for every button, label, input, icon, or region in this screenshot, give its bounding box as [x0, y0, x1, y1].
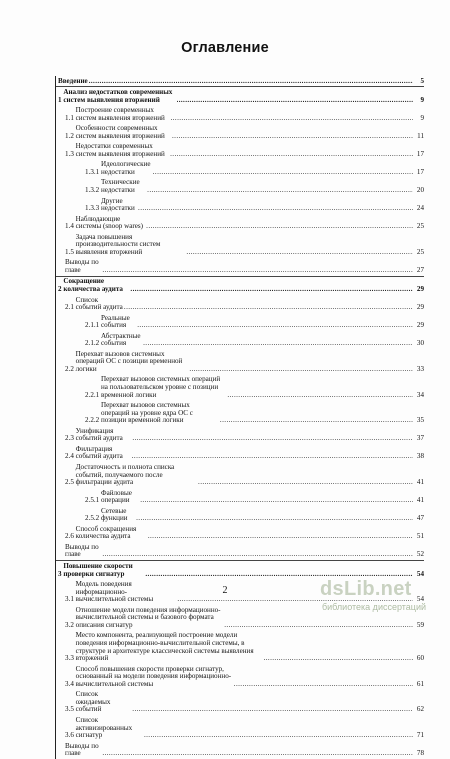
- toc-leader-dots: [137, 322, 413, 330]
- toc-entry-page: 34: [416, 390, 424, 399]
- toc-entry-number: 2.3: [65, 434, 76, 443]
- toc-entry-title: Способ повышения скорости проверки сигнатур, основанный на модели поведения информационно-вычислительной системы: [75, 664, 232, 688]
- toc-entry-number: 3: [58, 569, 64, 578]
- toc-entry-title: Повышение скорости проверки сигнатур: [63, 561, 133, 578]
- toc-entry[interactable]: [56, 631, 424, 664]
- toc-entry-page: 47: [416, 514, 424, 523]
- toc-entry[interactable]: [56, 196, 424, 214]
- toc-entry-title: Введение: [58, 76, 88, 85]
- toc-entry-page: 71: [416, 731, 424, 740]
- toc-leader-dots: [153, 169, 413, 177]
- toc-leader-dots: [138, 205, 413, 213]
- toc-leader-dots: [132, 706, 413, 714]
- toc-leader-dots: [144, 732, 413, 740]
- toc-entry-page: 41: [416, 478, 424, 487]
- toc-entry-number: 1.1: [65, 113, 76, 122]
- toc-entry-title: Абстрактные события: [100, 331, 141, 348]
- toc-entry[interactable]: [56, 690, 424, 716]
- toc-entry-page: 29: [416, 303, 424, 312]
- toc-entry[interactable]: [56, 295, 424, 313]
- toc-entry-title: Выводы по главе: [65, 542, 99, 559]
- toc-leader-dots: [145, 571, 413, 579]
- toc-entry[interactable]: [56, 542, 424, 561]
- toc-leader-dots: [227, 392, 413, 400]
- toc-leader-dots: [130, 286, 413, 294]
- toc-entry-title: Анализ недостатков современных систем выявления вторжений: [63, 88, 173, 104]
- toc-entry-number: 1.3.2: [85, 186, 101, 195]
- toc-entry-title: Задача повышения производительности систем выявления вторжений: [75, 232, 161, 256]
- toc-entry[interactable]: [56, 142, 424, 160]
- toc-entry[interactable]: [56, 214, 424, 232]
- toc-leader-dots: [198, 479, 413, 487]
- toc-leader-dots: [136, 515, 413, 523]
- toc-entry-number: 2.2: [65, 364, 76, 373]
- toc-leader-dots: [124, 304, 413, 312]
- toc-entry-page: 35: [416, 416, 424, 425]
- toc-entry-title: Унификация событий аудита: [75, 426, 123, 443]
- toc-entry-number: 3.6: [65, 731, 76, 740]
- toc-entry[interactable]: [56, 524, 424, 542]
- toc-entry-title: Список активизированных сигнатур: [75, 715, 133, 740]
- toc-leader-dots: [102, 267, 413, 275]
- toc-entry[interactable]: [56, 401, 424, 427]
- toc-entry-page: 61: [416, 679, 424, 688]
- toc-entry[interactable]: [56, 506, 424, 524]
- table-of-contents: [55, 76, 427, 759]
- toc-entry-number: 1.3.1: [85, 167, 101, 176]
- toc-entry-number: 2.6: [65, 532, 76, 541]
- toc-entry-page: 59: [416, 620, 424, 629]
- toc-entry-page: 24: [416, 204, 424, 213]
- toc-leader-dots: [147, 187, 413, 195]
- toc-entry-page: 60: [416, 654, 424, 663]
- toc-entry-title: Построение современных систем выявления вторжений: [75, 106, 165, 122]
- toc-entry-number: 3.5: [65, 705, 76, 714]
- toc-leader-dots: [146, 223, 413, 231]
- toc-entry-title: Перехват вызовов системных операций на пользовательском уровне с позиции временной логики: [100, 375, 221, 399]
- toc-entry-page: 17: [416, 149, 424, 158]
- watermark: [320, 578, 440, 614]
- toc-entry-page: 5: [420, 76, 424, 85]
- toc-entry-number: 2.1.1: [85, 321, 101, 330]
- toc-entry-number: 2.5.2: [85, 514, 101, 523]
- toc-entry-title: Технические недостатки: [100, 178, 140, 195]
- toc-entry[interactable]: [56, 488, 424, 506]
- toc-entry-page: 37: [416, 434, 424, 443]
- toc-leader-dots: [143, 340, 413, 348]
- toc-leader-dots: [177, 97, 413, 105]
- toc-leader-dots: [140, 497, 413, 505]
- watermark-logo: dsLib.net: [320, 578, 412, 600]
- toc-entry[interactable]: [56, 277, 424, 295]
- toc-entry-title: Сокращение количества аудита: [63, 277, 123, 294]
- toc-entry[interactable]: [56, 76, 424, 87]
- toc-entry-page: 11: [417, 131, 424, 140]
- toc-leader-dots: [189, 366, 413, 374]
- toc-entry-title: Способ сокращения количества аудита: [75, 524, 137, 541]
- toc-entry-number: 2.1.2: [85, 339, 101, 348]
- toc-entry-page: 54: [416, 569, 424, 578]
- page-number: 2: [222, 585, 228, 596]
- toc-entry-page: 17: [416, 167, 424, 176]
- toc-leader-dots: [170, 151, 413, 159]
- toc-entry-title: Модель поведения информационно-вычислительной системы: [75, 580, 154, 604]
- toc-entry-title: Место компонента, реализующей построение модели поведения информационно-вычислительной системы, в структуре и архитектуре классической системы выявления вторжений: [75, 631, 254, 663]
- toc-entry-number: 2.2.1: [85, 390, 101, 399]
- toc-entry[interactable]: [56, 124, 424, 142]
- toc-entry-page: 52: [416, 550, 424, 559]
- toc-entry-title: Файловые операции: [100, 488, 132, 505]
- toc-entry-number: 1.3: [65, 149, 76, 158]
- toc-entry-number: 1.3.3: [85, 204, 101, 213]
- toc-entry-title: Фильтрация событий аудита: [75, 444, 123, 461]
- toc-entry-number: 3.4: [65, 679, 76, 688]
- toc-entry-number: 2: [58, 285, 64, 294]
- toc-entry[interactable]: [56, 375, 424, 401]
- toc-leader-dots: [132, 435, 413, 443]
- toc-entry-title: Идеологические недостатки: [100, 160, 151, 176]
- toc-entry-title: Реальные события: [100, 313, 130, 330]
- toc-entry-page: 9: [420, 95, 424, 104]
- toc-entry[interactable]: [56, 178, 424, 196]
- toc-entry-page: 33: [416, 364, 424, 373]
- toc-entry[interactable]: [56, 313, 424, 331]
- toc-leader-dots: [224, 622, 413, 630]
- toc-entry-title: Выводы по главе: [65, 258, 99, 274]
- toc-entry[interactable]: [56, 87, 424, 105]
- toc-entry-page: 62: [416, 705, 424, 714]
- toc-entry-page: 29: [416, 321, 424, 330]
- toc-entry-title: Сетевые функции: [100, 506, 128, 523]
- toc-entry-number: 2.4: [65, 452, 76, 461]
- toc-entry[interactable]: [56, 349, 424, 375]
- toc-leader-dots: [186, 249, 413, 257]
- toc-entry-title: Другие недостатки: [100, 196, 135, 213]
- toc-entry-page: 27: [416, 265, 424, 274]
- toc-entry-number: 3.3: [65, 654, 76, 663]
- toc-entry-title: Недостатки современных систем выявления вторжений: [75, 142, 165, 158]
- toc-entry-title: Перехват вызовов системных операций ОС с позиции временной логики: [75, 349, 183, 373]
- toc-entry-number: 3.2: [65, 620, 76, 629]
- toc-entry-page: 9: [420, 113, 424, 122]
- toc-leader-dots: [172, 133, 413, 141]
- toc-entry-page: 41: [416, 496, 424, 505]
- toc-entry-page: 51: [416, 532, 424, 541]
- toc-entry[interactable]: [56, 561, 424, 579]
- toc-entry-page: 38: [416, 452, 424, 461]
- toc-entry-title: Отношение модели поведения информационно-вычислительной системы и базового формата описания сигнатур: [75, 605, 221, 629]
- toc-entry[interactable]: [56, 444, 424, 462]
- toc-leader-dots: [89, 78, 413, 86]
- toc-entry-title: Список ожидаемых событий: [75, 690, 111, 714]
- toc-entry-number: 3.1: [65, 595, 76, 604]
- toc-entry-page: 78: [416, 749, 424, 758]
- toc-entry-number: 1: [58, 95, 64, 104]
- toc-leader-dots: [148, 533, 413, 541]
- watermark-subtitle: библиотека диссертаций: [322, 602, 427, 612]
- toc-entry-number: 2.5.1: [85, 496, 101, 505]
- toc-entry[interactable]: [56, 426, 424, 444]
- toc-entry-page: 20: [416, 186, 424, 195]
- toc-entry-number: 1.5: [65, 247, 76, 256]
- toc-entry-page: 25: [416, 247, 424, 256]
- toc-entry[interactable]: [56, 160, 424, 178]
- toc-entry-number: 2.5: [65, 478, 76, 487]
- toc-entry-page: 30: [416, 339, 424, 348]
- toc-entry-title: Особенности современных систем выявления вторжений: [75, 124, 165, 140]
- toc-leader-dots: [264, 655, 413, 663]
- toc-entry-number: 2.1: [65, 303, 76, 312]
- toc-entry-number: 1.4: [65, 222, 76, 231]
- toc-entry-page: 25: [416, 222, 424, 231]
- toc-leader-dots: [132, 453, 413, 461]
- toc-entry-title: Наблюдающие системы (snoop wares): [75, 214, 144, 231]
- toc-leader-dots: [102, 551, 413, 559]
- toc-entry[interactable]: [56, 106, 424, 124]
- toc-entry-title: Выводы по главе: [65, 741, 99, 758]
- toc-entry-page: 29: [416, 285, 424, 294]
- toc-entry[interactable]: [56, 258, 424, 277]
- toc-entry-title: Достаточность и полнота списка событий, получаемого после фильтрации аудита: [75, 462, 175, 487]
- toc-entry[interactable]: [56, 462, 424, 488]
- toc-entry[interactable]: [56, 331, 424, 349]
- toc-leader-dots: [102, 750, 413, 758]
- page-title: Оглавление: [181, 40, 269, 56]
- toc-leader-dots: [234, 681, 413, 689]
- toc-entry-number: 1.2: [65, 131, 76, 140]
- toc-entry-number: 2.2.2: [85, 416, 101, 425]
- toc-entry-title: Список событий аудита: [75, 295, 123, 312]
- toc-entry[interactable]: [56, 664, 424, 690]
- toc-entry-page: 54: [416, 595, 424, 604]
- toc-entry[interactable]: [56, 741, 424, 759]
- toc-leader-dots: [171, 115, 413, 123]
- toc-entry[interactable]: [56, 232, 424, 258]
- toc-entry[interactable]: [56, 715, 424, 741]
- toc-leader-dots: [220, 417, 413, 425]
- toc-entry-title: Перехват вызовов системных операций на уровне ядра ОС с позиции временной логики: [100, 401, 193, 425]
